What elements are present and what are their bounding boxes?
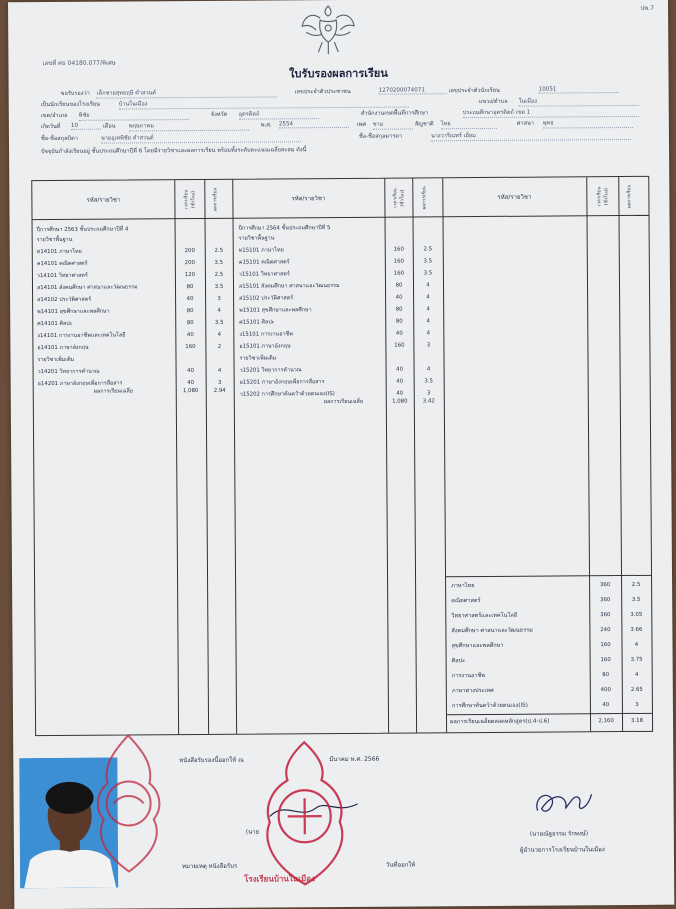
col2-row-hours: 160 (393, 258, 404, 265)
col2-row-hours: 80 (395, 282, 403, 289)
student-id: 10051 (539, 86, 619, 94)
page-number: ปพ.7 (640, 4, 655, 12)
col1-row-subject: อ14101 ภาษาอังกฤษ (37, 344, 89, 352)
col1-hours-header: เวลาเรียน (ชั่วโมง) (184, 189, 197, 209)
col2-row-subject: อ15201 ภาษาอังกฤษเพื่อการสื่อสาร (239, 379, 325, 386)
info-row-student: ขอรับรองว่า เด็กชายสุทธฤษี คำสวนต์ เลขประจำตัวประชาชน 1270200074071 เลขประจำตัวนักเรียน 10051 (39, 86, 649, 99)
col3-grade-header: ผลการเรียน (627, 184, 633, 208)
info-row-parents: ชื่อ-ชื่อสกุลบิดา นายอุเทพิชัย คำสวนต์ ชื่อ-ชื่อสกุลมารดา นางวาริณทร์ เอี่ยม (39, 131, 649, 144)
col2-row-grade: 4 (426, 282, 430, 289)
col1-average-label: ผลการเรียนเฉลี่ย (93, 388, 133, 395)
col2-row-hours: 40 (396, 366, 404, 373)
col2-row-subject: ค15101 คณิตศาสตร์ (238, 259, 290, 266)
summary-row-hours: 160 (600, 642, 611, 649)
summary-row-hours: 360 (600, 612, 611, 619)
col2-row-subject: ส15102 ประวัติศาสตร์ (239, 295, 294, 302)
col2-row-subject: ง15101 การงานอาชีพ (239, 331, 293, 338)
col1-row-grade: 3 (217, 379, 222, 386)
col1-row-hours: 80 (186, 308, 194, 315)
col1-row-grade: 3.5 (214, 259, 224, 266)
col1-row-hours: 80 (186, 284, 194, 291)
info-row-school: เป็นนักเรียนของโรงเรียน บ้านในเมือง แขวง/ตำบล ในเมือง (39, 97, 649, 110)
col2-row-hours: 160 (394, 342, 405, 349)
col1-row-subject: ท14101 ภาษาไทย (36, 248, 82, 256)
col1-grade-header: ผลการเรียน (213, 187, 219, 211)
summary-row-grade: 3.66 (630, 626, 643, 633)
col1-row-subject: อ14201 ภาษาอังกฤษเพื่อการสื่อสาร (37, 380, 123, 388)
col2-row-hours: 80 (395, 318, 403, 325)
col1-average-hours: 1,080 (182, 387, 199, 395)
summary-row-subject: ศิลปะ (451, 658, 466, 665)
education-area: ประถมศึกษาอุตรดิตถ์ เขต 1 (463, 108, 639, 118)
col2-row-grade: 3.5 (423, 270, 433, 277)
col3-header: รหัส/รายวิชา (497, 193, 532, 201)
col1-row-grade: 3.5 (214, 283, 224, 290)
father-name: นายอุเทพิชัย คำสวนต์ (101, 133, 301, 143)
summary-row-hours: 360 (599, 582, 611, 589)
certificate-page (8, 0, 674, 909)
col2-row-subject: ศ15101 ศิลปะ (239, 319, 275, 326)
col2-row-grade: 4 (426, 294, 430, 301)
birth-year: 2554 (279, 121, 349, 128)
summary-row-grade: 2.5 (631, 581, 641, 588)
col1-year-heading: ปีการศึกษา 2563 ชั้นประถมศึกษาปีที่ 4 (36, 226, 129, 234)
religion: พุทธ (543, 119, 633, 129)
summary-row-subject: คณิตศาสตร์ (451, 598, 481, 605)
summary-row-subject: วิทยาศาสตร์และเทคโนโลยี (451, 612, 518, 620)
col1-row-hours: 200 (184, 260, 195, 267)
col1-row-grade: 3.5 (214, 319, 224, 326)
school-seal-stamp-center (239, 738, 370, 889)
col1-average-grade: 2.94 (213, 387, 226, 394)
col1-row-subject: พ14101 สุขศึกษาและพลศึกษา (37, 308, 110, 316)
school-seal-stamp-left (73, 731, 184, 882)
col1-row-subject: ส14102 ประวัติศาสตร์ (37, 296, 92, 304)
col1-row-hours: 200 (184, 248, 195, 255)
col2-row-subject: ว15101 วิทยาศาสตร์ (238, 271, 290, 278)
col2-row-hours: 40 (395, 330, 403, 337)
col1-row-grade: 4 (217, 331, 222, 338)
col1-row-hours: 160 (185, 344, 196, 351)
col1-row-hours: 40 (186, 296, 194, 303)
info-row-statement: ปัจจุบันกำลังเรียนอยู่ ชั้นประถมศึกษาปีที่ 6 โดยมีรายวิชาและผลการเรียน พร้อมทั้งระดับคะแนนเฉลี่ยสะสม ดังนี้ (41, 147, 307, 156)
summary-row-subject: การงานอาชีพ (451, 672, 485, 680)
summary-row-hours: 360 (600, 597, 611, 604)
district: พิชัย (79, 111, 189, 121)
col2-row-hours: 40 (396, 378, 404, 385)
summary-row-subject: สุขศึกษาและพลศึกษา (451, 642, 504, 650)
col1-row-grade: 3 (217, 295, 221, 302)
col1-row-grade: 2 (217, 343, 222, 350)
summary-row-hours: 400 (600, 687, 611, 694)
col2-row-hours: 160 (393, 246, 404, 253)
footnote: หมายเหตุ หนังสือรับร (182, 862, 238, 871)
summary-row-subject: การศึกษาค้นคว้าด้วยตนเอง(IS) (451, 702, 528, 710)
col2-row-hours: 160 (393, 270, 405, 277)
col2-average-hours: 1,080 (392, 398, 408, 405)
col2-row-hours: 40 (396, 390, 404, 397)
info-row-birth: เกิดวันที่ 10 เดือน พฤษภาคม พ.ศ. 2554 เพศ ชาย สัญชาติ ไทย ศาสนา พุทธ (39, 119, 649, 132)
col2-average-grade: 3.42 (422, 398, 435, 405)
col1-row-subject: ว14101 วิทยาศาสตร์ (36, 272, 88, 280)
col2-row-subject: รายวิชาพื้นฐาน (238, 235, 275, 242)
col2-row-subject: ส15101 สังคมศึกษา ศาสนาและวัฒนธรรม (238, 282, 340, 290)
overall-average-label: ผลการเรียนเฉลี่ยตลอดหลักสูตร(ป.4-ป.6) (450, 718, 550, 726)
summary-row-hours: 40 (602, 702, 610, 709)
col2-header: รหัส/รายวิชา (291, 195, 326, 203)
birth-month: พฤษภาคม (129, 122, 249, 132)
col2-row-grade: 2.5 (423, 246, 433, 253)
overall-average-grade: 3.18 (631, 717, 644, 724)
summary-row-hours: 240 (600, 627, 611, 634)
col2-row-grade: 4 (426, 366, 431, 373)
col1-row-hours: 40 (187, 368, 195, 375)
director-signature (531, 786, 595, 822)
footnote-tail: วันที่ออกให้ (386, 861, 416, 869)
summary-row-grade: 4 (634, 641, 639, 648)
mother-name: นางวาริณทร์ เอี่ยม (431, 131, 631, 141)
col2-row-subject: ท15101 ภาษาไทย (238, 247, 284, 254)
summary-row-subject: ภาษาต่างประเทศ (451, 687, 494, 695)
col2-row-grade: 3 (427, 390, 431, 397)
summary-row-subject: สังคมศึกษา ศาสนาและวัฒนธรรม (451, 627, 533, 635)
col1-row-grade: 2.5 (214, 247, 224, 254)
document-number: เลขที่ ศธ 04180.077/พิเศษ (42, 59, 116, 68)
issue-statement: หนังสือรับรองนี้ออกให้ ณ (179, 756, 244, 765)
col1-row-grade: 4 (217, 307, 221, 314)
col1-row-subject: รายวิชาพื้นฐาน (36, 236, 73, 244)
summary-row-grade: 3 (635, 701, 639, 708)
registrar-signature-name: (นาย (245, 828, 260, 836)
col1-row-subject: ค14101 คณิตศาสตร์ (36, 260, 88, 268)
director-name: (นายณัฐธรรม รักพงษ์) (529, 830, 589, 838)
col1-row-subject: ศ14101 ศิลปะ (37, 320, 73, 328)
info-row-district: เขต/อำเภอ พิชัย จังหวัด อุตรดิตถ์ สำนักงานเขตพื้นที่การศึกษา ประถมศึกษาอุตรดิตถ์ เขต 1 (39, 108, 649, 121)
summary-row-hours: 80 (602, 672, 610, 679)
col3-hours-header: เวลาเรียน (ชั่วโมง) (597, 186, 610, 206)
col1-row-grade: 2.5 (214, 271, 224, 278)
summary-row-grade: 2.65 (630, 686, 643, 693)
col2-row-subject: ว15201 วิทยาการคำนวณ (239, 367, 302, 374)
col2-average-label: ผลการเรียนเฉลี่ย (323, 398, 364, 406)
summary-row-grade: 3.75 (630, 656, 643, 663)
sex: ชาย (373, 120, 413, 129)
birth-day: 10 (71, 123, 101, 130)
overall-average-hours: 2,160 (598, 718, 614, 725)
col1-row-subject: รายวิชาเพิ่มเติม (37, 356, 75, 364)
col1-row-subject: ง14101 การงานอาชีพและเทคโนโลยี (37, 332, 126, 340)
province: อุตรดิตถ์ (239, 110, 319, 120)
col2-hours-header: เวลาเรียน (ชั่วโมง) (393, 187, 406, 208)
col2-row-subject: พ15101 สุขศึกษาและพลศึกษา (239, 307, 312, 314)
summary-row-subject: ภาษาไทย (451, 583, 475, 590)
col2-row-grade: 4 (426, 330, 431, 337)
col2-row-grade: 3 (426, 342, 431, 349)
summary-row-grade: 3.05 (630, 611, 643, 618)
col1-row-subject: ส14101 สังคมศึกษา ศาสนาและวัฒนธรรม (36, 284, 138, 292)
stamp-text: โรงเรียนบ้านในเมือง (244, 874, 315, 884)
col2-row-grade: 4 (426, 318, 430, 325)
col1-row-hours: 40 (186, 332, 194, 339)
col1-row-grade: 4 (217, 367, 222, 374)
col2-row-hours: 80 (395, 306, 403, 313)
summary-row-hours: 160 (600, 657, 611, 664)
col1-row-hours: 40 (187, 380, 195, 387)
national-id: 1270200074071 (379, 87, 447, 94)
director-title: ผู้อำนวยการโรงเรียนบ้านในเมือง (519, 846, 605, 854)
col2-row-subject: ว15202 การศึกษาค้นคว้าด้วยตนเอง(IS) (239, 391, 335, 398)
col2-row-grade: 3.5 (424, 378, 433, 385)
school-name: บ้านในเมือง (119, 99, 409, 110)
issue-date: มีนาคม พ.ศ. 2566 (329, 755, 380, 764)
student-name: เด็กชายสุทธฤษี คำสวนต์ (97, 88, 277, 98)
nationality: ไทย (441, 120, 497, 129)
page-title: ใบรับรองผลการเรียน (289, 66, 388, 81)
col2-row-grade: 4 (426, 306, 430, 313)
subdistrict: ในเมือง (519, 97, 639, 107)
col2-row-subject: รายวิชาเพิ่มเติม (239, 355, 277, 362)
grades-table (31, 176, 653, 736)
summary-row-grade: 4 (634, 671, 639, 678)
summary-row-grade: 3.5 (631, 596, 641, 603)
col1-row-hours: 80 (186, 320, 194, 327)
col2-year-heading: ปีการศึกษา 2564 ชั้นประถมศึกษาปีที่ 5 (238, 225, 331, 232)
col2-row-grade: 3.5 (423, 258, 433, 265)
col2-row-hours: 40 (395, 294, 403, 301)
col1-row-subject: ว14201 วิทยาการคำนวณ (37, 368, 100, 376)
col1-header: รหัส/รายวิชา (86, 196, 121, 204)
col2-row-subject: อ15101 ภาษาอังกฤษ (239, 343, 291, 350)
col1-row-hours: 120 (184, 272, 196, 279)
col2-grade-header: ผลการเรียน (422, 185, 428, 210)
garuda-emblem-icon (298, 2, 358, 58)
